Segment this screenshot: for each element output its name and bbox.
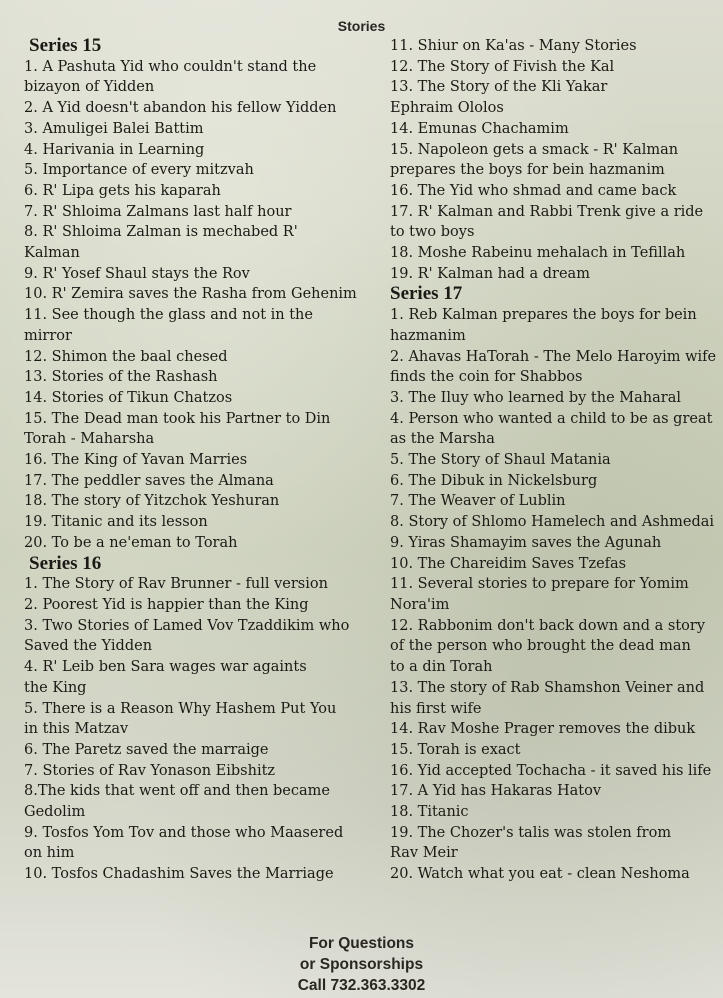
story-title-line: 11. Shiur on Ka'as - Many Stories — [390, 38, 637, 54]
story-title-line: Saved the Yidden — [24, 638, 153, 655]
story-list-item — [390, 264, 720, 285]
story-list-item — [390, 181, 720, 202]
story-list-item — [390, 36, 720, 57]
story-list-item — [24, 57, 364, 98]
story-title-line: 1. Reb Kalman prepares the boys for bein — [390, 307, 697, 324]
story-title-line: 1. A Pashuta Yid who couldn't stand the — [24, 58, 317, 75]
story-list-item — [390, 864, 720, 885]
story-list-item — [24, 595, 364, 616]
story-title-line: 12. Rabbonim don't back down and a story — [390, 617, 706, 634]
contact-footer — [0, 933, 723, 996]
story-list-item — [390, 491, 720, 512]
story-title-line: 8. R' Shloima Zalman is mechabed R' — [24, 224, 298, 241]
story-list-item — [390, 409, 720, 450]
story-title-line: 16. The King of Yavan Marries — [24, 452, 248, 469]
story-list-item — [390, 450, 720, 471]
story-list-item — [390, 119, 720, 140]
story-list-item — [24, 699, 364, 740]
story-title-line: 11. Several stories to prepare for Yomim — [390, 576, 689, 593]
story-title-line: 6. The Dibuk in Nickelsburg — [390, 472, 598, 489]
story-list-item — [24, 781, 364, 822]
story-list-item — [390, 554, 720, 575]
story-list-item — [24, 864, 364, 885]
story-list-item — [24, 450, 364, 471]
story-list-item — [390, 616, 720, 678]
story-title-line: Torah - Maharsha — [24, 431, 155, 448]
story-title-line: 4. Person who wanted a child to be as great — [390, 410, 713, 427]
story-title-line: 13. The Story of the Kli Yakar — [390, 79, 608, 96]
story-list-item — [24, 409, 364, 450]
story-title-line: 12. Shimon the baal chesed — [24, 348, 228, 365]
story-list-item — [390, 388, 720, 409]
story-list-item — [24, 347, 364, 368]
story-title-line: 6. R' Lipa gets his kaparah — [24, 182, 221, 199]
story-title-line: prepares the boys for bein hazmanim — [390, 162, 665, 179]
story-title-line: 16. Yid accepted Tochacha - it saved his life — [390, 762, 712, 779]
story-title-line: 7. The Weaver of Lublin — [390, 493, 566, 510]
story-list-item — [24, 98, 364, 119]
story-title-line: mirror — [24, 327, 72, 344]
story-title-line: of the person who brought the dead man — [390, 638, 691, 655]
story-list-item — [390, 512, 720, 533]
story-list-item — [24, 284, 364, 305]
story-title-line: 20. Watch what you eat - clean Neshoma — [390, 866, 690, 883]
story-list-item — [24, 202, 364, 223]
right-column — [390, 36, 720, 885]
series-heading — [24, 36, 364, 57]
story-title-line: 3. Two Stories of Lamed Vov Tzaddikim who — [24, 617, 350, 634]
story-list-item — [390, 533, 720, 554]
story-title-line: 15. Napoleon gets a smack - R' Kalman — [390, 141, 679, 158]
story-title-line: 4. Harivania in Learning — [24, 141, 205, 158]
story-title-line: 17. The peddler saves the Almana — [24, 472, 274, 489]
story-title-line: 15. The Dead man took his Partner to Din — [24, 410, 331, 427]
story-list-item — [390, 781, 720, 802]
story-title-line: 14. Rav Moshe Prager removes the dibuk — [390, 721, 696, 738]
story-list-item — [24, 823, 364, 864]
story-title-line: 3. Amuligei Balei Battim — [24, 120, 204, 137]
story-list-item — [390, 243, 720, 264]
story-title-line: 5. Importance of every mitzvah — [24, 162, 254, 179]
story-title-line: as the Marsha — [390, 431, 495, 448]
story-title-line: 18. The story of Yitzchok Yeshuran — [24, 493, 280, 510]
story-title-line: 7. Stories of Rav Yonason Eibshitz — [24, 762, 276, 779]
story-title-line: on him — [24, 845, 75, 862]
story-title-line: 10. R' Zemira saves the Rasha from Gehenim — [24, 286, 357, 303]
story-list-item — [24, 761, 364, 782]
story-title-line: 15. Torah is exact — [390, 741, 521, 758]
story-title-line: 13. The story of Rab Shamshon Veiner and — [390, 679, 705, 696]
story-title-line: 2. A Yid doesn't abandon his fellow Yidden — [24, 100, 337, 117]
story-title-line: hazmanim — [390, 327, 466, 344]
story-title-line: 3. The Iluy who learned by the Maharal — [390, 389, 681, 406]
story-title-line: 16. The Yid who shmad and came back — [390, 182, 677, 199]
story-list-item — [390, 305, 720, 346]
story-title-line: in this Matzav — [24, 721, 129, 738]
story-title-line: 17. A Yid has Hakaras Hatov — [390, 783, 602, 800]
story-title-line: 19. The Chozer's talis was stolen from — [390, 824, 672, 841]
footer-phone-text: Call 732.363.3302 — [297, 977, 426, 994]
story-title-line: 10. The Chareidim Saves Tzefas — [390, 555, 627, 572]
story-list-item — [24, 471, 364, 492]
story-list-item — [390, 140, 720, 181]
story-list-item — [390, 202, 720, 243]
story-title-line: Kalman — [24, 245, 80, 262]
story-title-line: 19. R' Kalman had a dream — [390, 265, 590, 282]
story-title-line: 17. R' Kalman and Rabbi Trenk give a ride — [390, 203, 704, 220]
story-title-line: Ephraim Ololos — [390, 100, 504, 117]
story-title-line: 10. Tosfos Chadashim Saves the Marriage — [24, 866, 334, 883]
story-title-line: 1. The Story of Rav Brunner - full version — [24, 576, 328, 593]
story-title-line: his first wife — [390, 700, 482, 717]
story-title-line: 2. Poorest Yid is happier than the King — [24, 596, 309, 613]
story-title-line: 12. The Story of Fivish the Kal — [390, 58, 615, 75]
story-list-item — [24, 657, 364, 698]
story-list-item — [390, 761, 720, 782]
story-title-line: 14. Stories of Tikun Chatzos — [24, 389, 233, 406]
story-list-item — [24, 574, 364, 595]
story-title-line: 18. Moshe Rabeinu mehalach in Tefillah — [390, 245, 686, 262]
story-title-line: the King — [24, 679, 87, 696]
story-title-line: 13. Stories of the Rashash — [24, 369, 218, 386]
story-list-item — [390, 823, 720, 864]
series-heading-text: Series 16 — [29, 552, 102, 574]
story-title-line: to a din Torah — [390, 659, 493, 676]
story-title-line: finds the coin for Shabbos — [390, 369, 583, 386]
story-list-item — [390, 77, 720, 118]
story-title-line: 11. See though the glass and not in the — [24, 307, 313, 324]
story-list-item — [390, 719, 720, 740]
story-title-line: 14. Emunas Chachamim — [390, 120, 569, 137]
story-title-line: bizayon of Yidden — [24, 79, 155, 96]
page-title: Stories — [337, 18, 386, 34]
series-heading — [390, 284, 720, 305]
story-title-line: 5. There is a Reason Why Hashem Put You — [24, 700, 337, 717]
story-list-item — [24, 140, 364, 161]
story-title-line: 9. R' Yosef Shaul stays the Rov — [24, 265, 250, 282]
story-title-line: 8. Story of Shlomo Hamelech and Ashmedai — [390, 514, 715, 531]
story-list-item — [24, 264, 364, 285]
story-list-item — [24, 740, 364, 761]
story-title-line: Rav Meir — [390, 845, 458, 862]
story-title-line: 19. Titanic and its lesson — [24, 514, 208, 531]
story-list-item — [390, 574, 720, 615]
story-list-item — [24, 305, 364, 346]
story-list-item — [390, 740, 720, 761]
story-list-item — [24, 533, 364, 554]
story-list-item — [390, 471, 720, 492]
story-title-line: Gedolim — [24, 804, 86, 821]
left-column — [24, 36, 364, 885]
story-list-item — [24, 160, 364, 181]
story-list-item — [24, 181, 364, 202]
series-heading-text: Series 17 — [390, 283, 463, 305]
series-heading — [24, 554, 364, 575]
footer-questions-text: For Questions — [308, 935, 415, 952]
story-list-item — [390, 678, 720, 719]
story-title-line: 9. Yiras Shamayim saves the Agunah — [390, 534, 662, 551]
story-title-line: 18. Titanic — [390, 804, 469, 821]
story-title-line: 9. Tosfos Yom Tov and those who Maasered — [24, 824, 344, 841]
story-list-item — [24, 616, 364, 657]
story-list-item — [24, 388, 364, 409]
story-list-item — [390, 347, 720, 388]
story-title-line: 4. R' Leib ben Sara wages war againts — [24, 659, 307, 676]
story-list-item — [24, 222, 364, 263]
story-title-line: 6. The Paretz saved the marraige — [24, 741, 269, 758]
story-list-item — [24, 119, 364, 140]
story-title-line: 8.The kids that went off and then became — [24, 783, 330, 800]
story-title-line: Nora'im — [390, 596, 450, 613]
story-title-line: to two boys — [390, 224, 475, 241]
story-title-line: 20. To be a ne'eman to Torah — [24, 534, 238, 551]
story-list-item — [24, 512, 364, 533]
story-list-item — [24, 367, 364, 388]
story-title-line: 5. The Story of Shaul Matania — [390, 452, 611, 469]
series-heading-text: Series 15 — [29, 35, 102, 56]
story-list-item — [390, 802, 720, 823]
story-list-item — [390, 57, 720, 78]
story-title-line: 2. Ahavas HaTorah - The Melo Haroyim wife — [390, 348, 717, 365]
story-list-item — [24, 491, 364, 512]
footer-sponsorships-text: or Sponsorships — [299, 956, 424, 973]
story-title-line: 7. R' Shloima Zalmans last half hour — [24, 203, 292, 220]
